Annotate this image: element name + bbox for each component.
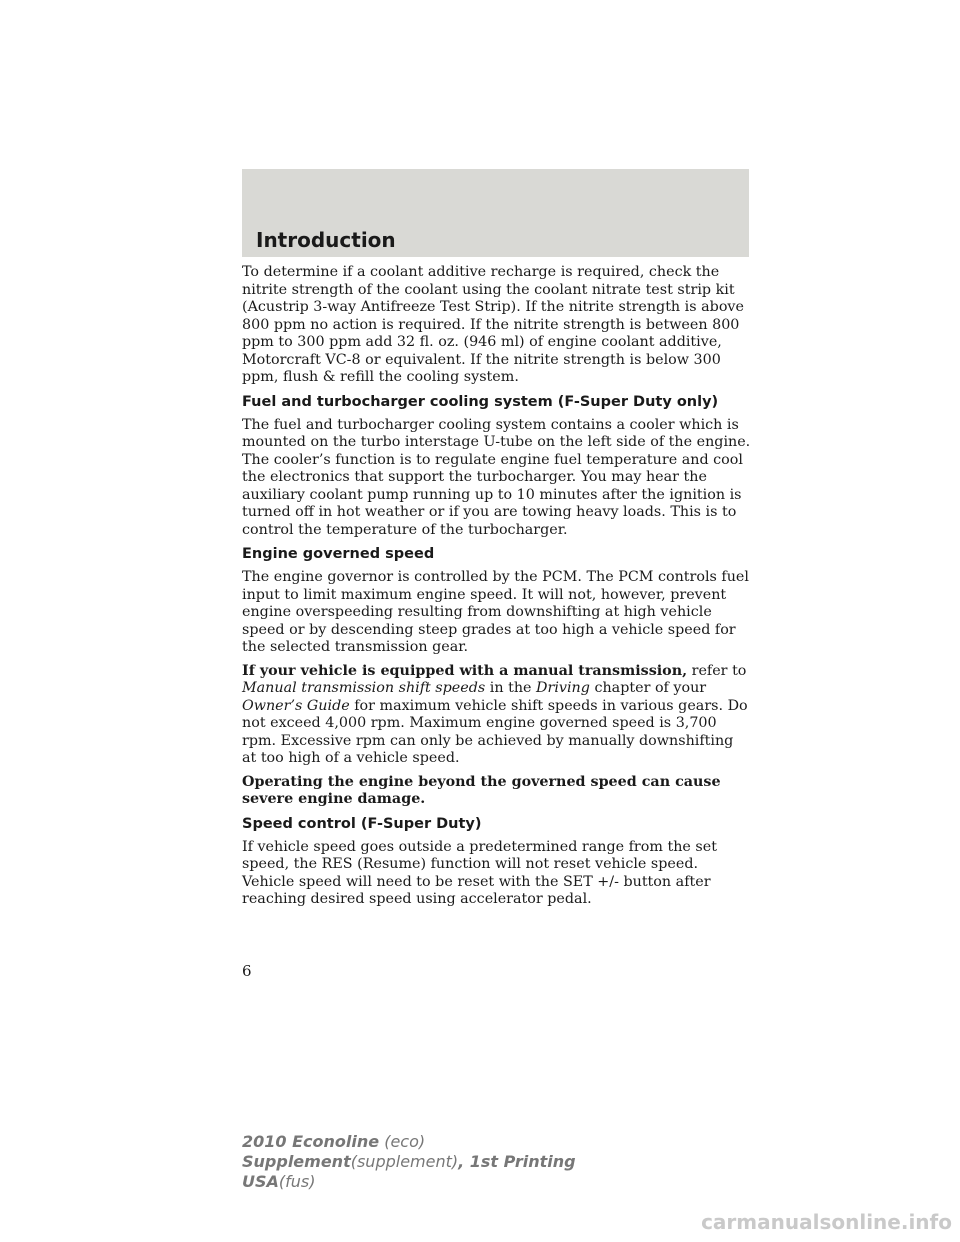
footer-line-3 xyxy=(242,1172,576,1192)
footer-model: 2010 Econoline xyxy=(242,1132,380,1151)
governor-paragraph: The engine governor is controlled by the PCM. The PCM controls fuel input to limit maximum engine speed. It will not, however, prevent engine overspeeding resulting from downshifting at high vehicle speed or by descending steep grades at too high a vehicle speed for the selected transmission gear. xyxy=(242,569,749,655)
section-header-band xyxy=(242,169,749,257)
site-watermark: carmanualsonline.info xyxy=(701,1210,952,1234)
footer-market-code: (fus) xyxy=(278,1172,316,1191)
manual-transmission-lead: If your vehicle is equipped with a manual transmission, xyxy=(242,662,688,679)
footer-market: USA xyxy=(242,1172,279,1191)
fuel-turbo-heading: Fuel and turbocharger cooling system (F-Super Duty only) xyxy=(242,393,719,410)
governed-speed-heading: Engine governed speed xyxy=(242,546,435,562)
footer-printing: , 1st Printing xyxy=(458,1152,576,1171)
manual-ref-driving: Driving xyxy=(536,680,590,696)
engine-damage-warning: Operating the engine beyond the governed speed can cause severe engine damage. xyxy=(242,773,721,807)
section-title: Introduction xyxy=(256,228,396,252)
fuel-turbo-paragraph: The fuel and turbocharger cooling system contains a cooler which is mounted on the turbo interstage U-tube on the left side of the engine. The cooler’s function is to regulate engine fuel temperature and cool the electronics that support the turbocharger. You may hear the auxiliary coolant pump running up to 10 minutes after the ignition is turned off in hot weather or if you are towing heavy loads. This is to control the temperature of the turbocharger. xyxy=(242,416,751,538)
page-number: 6 xyxy=(242,962,252,980)
document-footer xyxy=(242,1132,576,1192)
manual-text-3: chapter of your xyxy=(589,680,707,696)
footer-doc-code: (supplement) xyxy=(350,1152,459,1171)
speed-control-heading: Speed control (F-Super Duty) xyxy=(242,815,482,832)
footer-model-code-text: (eco) xyxy=(384,1132,426,1151)
manual-text-4: for maximum vehicle shift speeds in various gears. Do not exceed 4,000 rpm. Maximum engine governed speed is 3,700 rpm. Excessive rpm can only be achieved by manually downshifting at too high of a vehicle speed. xyxy=(242,697,748,766)
manual-ref-owners-guide: Owner’s Guide xyxy=(242,697,350,714)
speed-control-paragraph: If vehicle speed goes outside a predetermined range from the set speed, the RES (Resume) function will not reset vehicle speed. Vehicle speed will need to be reset with the SET +/- button after reaching desired speed using accelerator pedal. xyxy=(242,838,717,907)
coolant-additive-paragraph: To determine if a coolant additive recharge is required, check the nitrite strength of the coolant using the coolant nitrate test strip kit (Acustrip 3-way Antifreeze Test Strip). If the nitrite strength is above 800 ppm no action is required. If the nitrite strength is between 800 ppm to 300 ppm add 32 fl. oz. (946 ml) of engine coolant additive, Motorcraft VC-8 or equivalent. If the nitrite strength is below 300 ppm, flush & refill the cooling system. xyxy=(242,264,744,385)
manual-transmission-paragraph xyxy=(242,663,752,768)
page-content xyxy=(242,264,752,915)
footer-model-code xyxy=(379,1132,425,1151)
footer-line-2 xyxy=(242,1152,576,1172)
manual-text-2: in the xyxy=(485,680,537,696)
footer-doc-type: Supplement xyxy=(242,1152,351,1171)
manual-ref-shift-speeds: Manual transmission shift speeds xyxy=(242,680,486,696)
footer-line-1 xyxy=(242,1132,576,1152)
manual-text-1: refer to xyxy=(687,662,747,679)
